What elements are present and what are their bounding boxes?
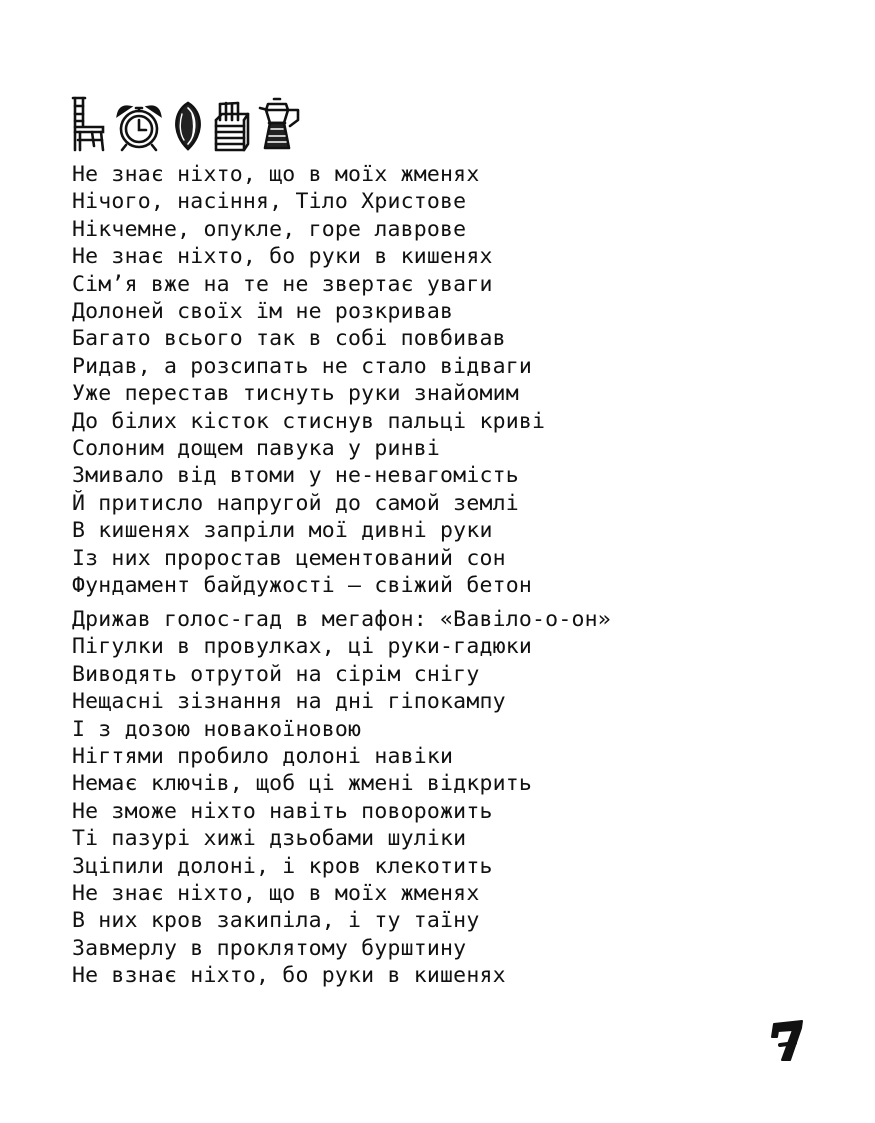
poem-line: До білих кісток стиснув пальці криві [72, 408, 546, 434]
poem-line: Із них проростав цементований сон [72, 545, 506, 571]
poem-line: Долоней своїх їм не розкривав [72, 299, 454, 325]
poem-line: Ті пазурі хижі дзьобами шуліки [72, 826, 467, 852]
poem-line: Не знає ніхто, що в моїх жменях [72, 162, 480, 187]
poem-line: Не зможе ніхто навіть поворожить [72, 798, 493, 824]
alarm-clock-icon [114, 102, 164, 152]
poem-line: Нікчемне, опукле, горе лаврове [72, 216, 467, 242]
poem-line: Не знає ніхто, бо руки в кишенях [72, 244, 493, 270]
poem-line: Зціпили долоні, і кров клекотить [72, 853, 493, 879]
chair-icon [70, 94, 108, 152]
poem-line: Фундамент байдужості — свіжий бетон [72, 573, 533, 599]
poem-line: Солоним дощем павука у ринві [72, 436, 441, 462]
poem-line: Дрижав голос-гад в мегафон: «Вавіло-о-он» [72, 607, 611, 632]
page-number [768, 1018, 808, 1064]
poem-line: Немає ключів, щоб ці жмені відкрить [72, 771, 533, 797]
poem-line: Змивало від втоми у не-невагомість [72, 463, 519, 489]
poem-stanza-1 [72, 161, 545, 600]
poem-line: Уже перестав тиснуть руки знайомим [72, 381, 519, 407]
header-icon-row [70, 92, 302, 152]
poem-line: Нещасні зізнання на дні гіпокампу [72, 689, 506, 715]
moka-pot-icon [256, 96, 302, 152]
poem-line: Завмерлу в проклятому бурштину [72, 935, 467, 961]
poem-line: Пігулки в провулках, ці руки-гадюки [72, 634, 533, 660]
poem-line: Не взнає ніхто, бо руки в кишенях [72, 963, 506, 989]
poem-line: І з дозою новакоїновою [72, 716, 362, 742]
cigarette-pack-icon [212, 100, 250, 152]
poem-line: Не знає ніхто, що в моїх жменях [72, 881, 480, 907]
poem-line: Ридав, а розсипать не стало відваги [72, 353, 533, 379]
poem-stanza-2 [72, 606, 611, 990]
seed-icon [170, 100, 206, 152]
poem-line: Багато всього так в собі повбивав [72, 326, 506, 352]
poem-line: Й притисло напругой до самой землі [72, 490, 519, 516]
poem-line: Нічого, насіння, Тіло Христове [72, 189, 467, 215]
poem-line: В них кров закипіла, і ту таїну [72, 908, 480, 934]
poem-line: Нігтями пробило долоні навіки [72, 744, 454, 770]
poem-line: Сім’я вже на те не звертає уваги [72, 271, 493, 297]
poem-line: Виводять отрутой на сірім снігу [72, 661, 480, 687]
poem-line: В кишенях запріли мої дивні руки [72, 518, 493, 544]
